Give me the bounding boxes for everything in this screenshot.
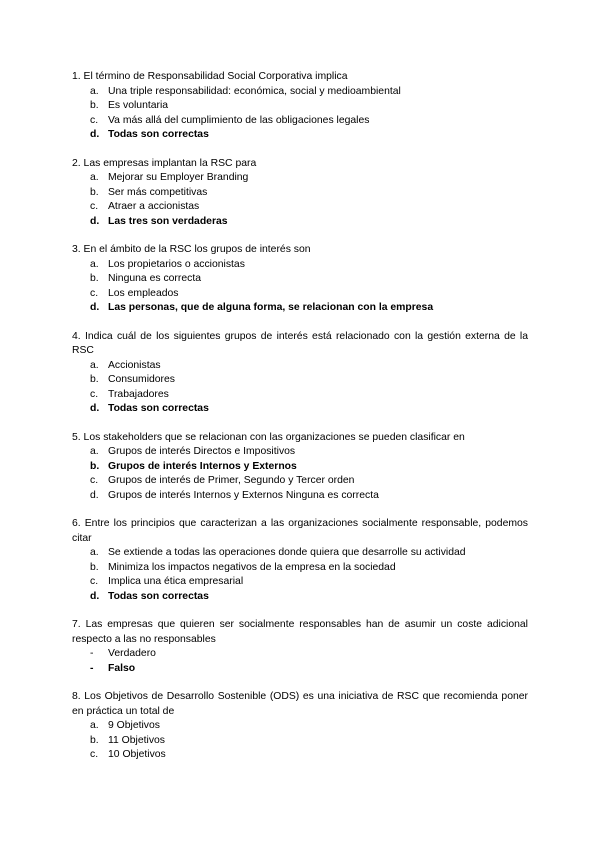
option	[72, 114, 528, 129]
option-marker: a.	[90, 446, 99, 457]
option	[72, 359, 528, 374]
option-text: Las tres son verdaderas	[108, 215, 228, 227]
option-marker: a.	[90, 359, 99, 371]
option-marker: a.	[90, 172, 99, 183]
option-marker: d.	[90, 129, 100, 140]
option	[72, 445, 528, 460]
option-marker: c.	[90, 475, 99, 486]
option-text: Atraer a accionistas	[108, 201, 200, 212]
question-text: 1. El término de Responsabilidad Social Corporativa implica	[72, 71, 348, 82]
option	[72, 272, 528, 287]
question-2	[72, 157, 528, 230]
option-marker: b.	[90, 186, 99, 198]
option-marker: d.	[90, 403, 100, 414]
option-correct	[72, 128, 528, 143]
option-text: Minimiza los impactos negativos de la empresa en la sociedad	[108, 561, 396, 573]
option-list	[72, 647, 528, 676]
option-text: Grupos de interés Internos y Externos Ninguna es correcta	[108, 489, 379, 501]
question-7	[72, 618, 528, 676]
option-correct	[72, 460, 528, 475]
option	[72, 647, 528, 662]
option-correct	[72, 301, 528, 316]
option-correct	[72, 590, 528, 605]
option	[72, 200, 528, 215]
option-text: 10 Objetivos	[108, 749, 166, 760]
question-text: 5. Los stakeholders que se relacionan con las organizaciones se pueden clasificar en	[72, 431, 465, 443]
option-text: Las personas, que de alguna forma, se relacionan con la empresa	[108, 302, 434, 313]
option-text: Accionistas	[108, 359, 161, 371]
option-text: Todas son correctas	[108, 129, 209, 140]
option-text: 9 Objetivos	[108, 720, 160, 731]
option-list	[72, 719, 528, 763]
question-text: 7. Las empresas que quieren ser socialmente responsables han de asumir un coste adicional respecto a las no responsables	[72, 619, 528, 645]
option	[72, 85, 528, 100]
option	[72, 258, 528, 273]
option-text: Consumidores	[108, 374, 175, 385]
option-marker: c.	[90, 576, 99, 587]
option-text: Mejorar su Employer Branding	[108, 172, 249, 183]
option	[72, 474, 528, 489]
option	[72, 373, 528, 388]
option-text: Ser más competitivas	[108, 186, 208, 198]
option-list	[72, 445, 528, 503]
option-marker: b.	[90, 734, 99, 746]
option	[72, 719, 528, 734]
question-text: 2. Las empresas implantan la RSC para	[72, 157, 257, 169]
option-marker: a.	[90, 85, 99, 97]
option-text: 11 Objetivos	[108, 734, 165, 746]
option-list	[72, 258, 528, 316]
option-marker: c.	[90, 388, 99, 400]
option-marker: c.	[90, 201, 99, 212]
option-marker: d.	[90, 302, 100, 313]
question-list	[72, 70, 528, 777]
option-text: Es voluntaria	[108, 100, 169, 111]
option	[72, 186, 528, 201]
question-3	[72, 243, 528, 316]
option	[72, 287, 528, 302]
question-1	[72, 70, 528, 143]
question-text: 3. En el ámbito de la RSC los grupos de interés son	[72, 244, 311, 255]
option-marker: a.	[90, 547, 99, 558]
question-8	[72, 690, 528, 763]
option-text: Los empleados	[108, 287, 179, 299]
option-marker: b.	[90, 374, 99, 385]
option-marker: d.	[90, 215, 100, 227]
option-marker: a.	[90, 720, 99, 731]
option-text: Todas son correctas	[108, 590, 209, 602]
option-marker: b.	[90, 273, 99, 284]
option	[72, 171, 528, 186]
option-text: Grupos de interés Internos y Externos	[108, 460, 297, 472]
option-correct	[72, 215, 528, 230]
option-marker: c.	[90, 114, 99, 126]
option-text: Implica una ética empresarial	[108, 576, 244, 587]
question-5	[72, 431, 528, 504]
option-text: Falso	[108, 662, 136, 674]
question-text: 4. Indica cuál de los siguientes grupos de interés está relacionado con la gestión externa de la RSC	[72, 330, 528, 356]
option-marker: b.	[90, 561, 99, 573]
question-6	[72, 517, 528, 604]
option-marker: -	[90, 648, 94, 659]
option-marker: b.	[90, 460, 100, 472]
option-text: Verdadero	[108, 648, 156, 659]
option	[72, 489, 528, 504]
question-text: 8. Los Objetivos de Desarrollo Sostenible (ODS) es una iniciativa de RSC que recomienda poner en práctica un total de	[72, 691, 528, 717]
option	[72, 546, 528, 561]
option-text: Grupos de interés Directos e Impositivos	[108, 446, 296, 457]
option-marker: d.	[90, 489, 99, 501]
option-text: Una triple responsabilidad: económica, social y medioambiental	[108, 85, 401, 97]
option-correct	[72, 402, 528, 417]
option-list	[72, 546, 528, 604]
option	[72, 561, 528, 576]
option-text: Grupos de interés de Primer, Segundo y Tercer orden	[108, 475, 355, 486]
option	[72, 734, 528, 749]
option-marker: b.	[90, 100, 99, 111]
question-text: 6. Entre los principios que caracterizan a las organizaciones socialmente responsable, podemos citar	[72, 518, 528, 544]
option-list	[72, 359, 528, 417]
option	[72, 748, 528, 763]
option-text: Va más allá del cumplimiento de las obligaciones legales	[108, 114, 370, 126]
option-text: Los propietarios o accionistas	[108, 258, 245, 270]
question-4	[72, 330, 528, 417]
option-list	[72, 85, 528, 143]
option	[72, 575, 528, 590]
option-marker: d.	[90, 590, 100, 602]
option	[72, 388, 528, 403]
option-marker: a.	[90, 258, 99, 270]
option-marker: c.	[90, 287, 99, 299]
option-text: Todas son correctas	[108, 403, 209, 414]
option-marker: c.	[90, 749, 99, 760]
option-text: Trabajadores	[108, 388, 169, 400]
option-text: Se extiende a todas las operaciones donde quiera que desarrolle su actividad	[108, 547, 466, 558]
option-text: Ninguna es correcta	[108, 273, 201, 284]
option-list	[72, 171, 528, 229]
option	[72, 99, 528, 114]
option-correct	[72, 662, 528, 677]
option-marker: -	[90, 662, 94, 674]
